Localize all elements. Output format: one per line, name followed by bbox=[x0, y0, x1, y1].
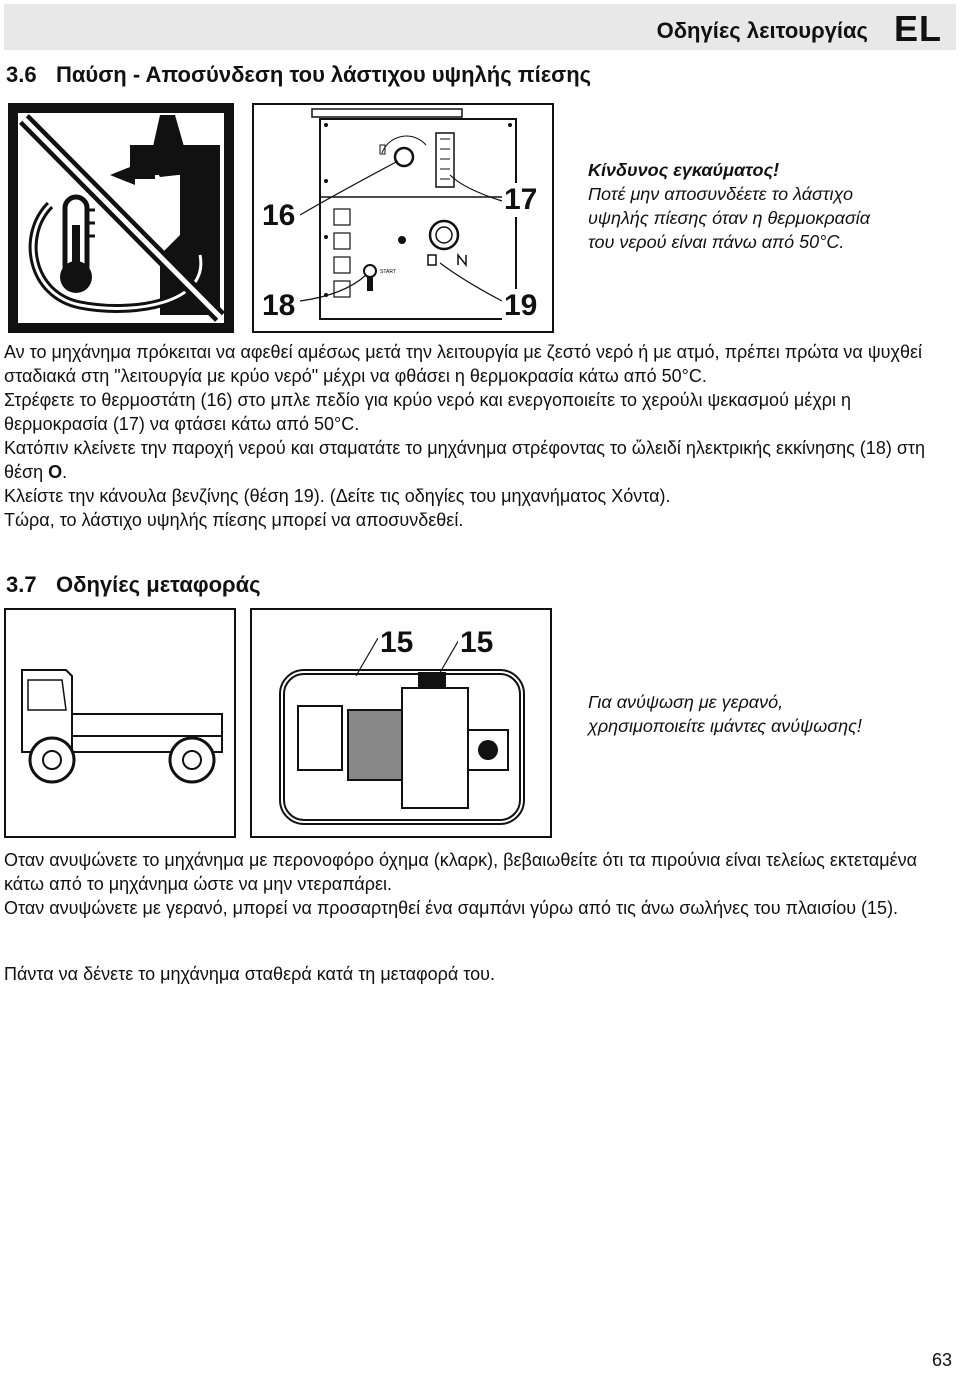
header-title: Οδηγίες λειτουργίας bbox=[656, 18, 868, 43]
burn-warning-note bbox=[588, 158, 948, 254]
section-title: Οδηγίες μεταφοράς bbox=[56, 572, 261, 597]
paragraph: Στρέφετε το θερμοστάτη (16) στο μπλε πεδίο για κρύο νερό και ενεργοποιείτε το χερούλι ψεκασμού μέχρι η θερμοκρασία (17) να φτάσει κάτω από 50°C. bbox=[4, 390, 852, 434]
truck-icon bbox=[6, 610, 234, 836]
burn-warning-icon bbox=[10, 105, 232, 331]
warning-title: Κίνδυνος εγκαύματος! bbox=[588, 160, 780, 180]
section-heading-3-7 bbox=[6, 572, 261, 598]
start-label: START bbox=[380, 269, 396, 275]
section-3-7-final-note bbox=[4, 962, 956, 986]
section-title: Παύση - Αποσύνδεση του λάστιχου υψηλής πίεσης bbox=[56, 62, 592, 87]
language-code: EL bbox=[893, 8, 942, 49]
callout-15: 15 bbox=[380, 626, 414, 659]
paragraph-text: Κατόπιν κλείνετε την παροχή νερού και σταματάτε το μηχάνημα στρέφοντας το ὤλειδί ηλεκτρικής εκκίνησης (18) στη θέση bbox=[4, 438, 926, 482]
page-number: 63 bbox=[931, 1350, 952, 1370]
section-3-6-body bbox=[4, 340, 956, 532]
callout-17: 17 bbox=[504, 183, 538, 216]
hot-water-warning-illustration bbox=[8, 103, 234, 333]
section-number: 3.6 bbox=[6, 62, 37, 87]
section-heading-3-6 bbox=[6, 62, 591, 88]
paragraph: Κλείστε την κάνουλα βενζίνης (θέση 19). (Δείτε τις οδηγίες του μηχανήματος Χόντα). bbox=[4, 486, 671, 506]
machine-lifting-illustration bbox=[250, 608, 552, 838]
warning-line: Ποτέ μην αποσυνδέετε το λάστιχο bbox=[588, 184, 854, 204]
warning-line: του νερού είναι πάνω από 50°C. bbox=[588, 232, 845, 252]
lifting-note bbox=[588, 690, 948, 738]
truck-illustration bbox=[4, 608, 236, 838]
page-header bbox=[0, 0, 960, 56]
warning-line: υψηλής πίεσης όταν η θερμοκρασία bbox=[588, 208, 871, 228]
paragraph: Οταν ανυψώνετε με γερανό, μπορεί να προσαρτηθεί ένα σαμπάνι γύρω από τις άνω σωλήνες του πλαισίου (15). bbox=[4, 898, 899, 918]
paragraph: Τώρα, το λάστιχο υψηλής πίεσης μπορεί να αποσυνδεθεί. bbox=[4, 510, 464, 530]
callout-16: 16 bbox=[262, 199, 296, 232]
section-number: 3.7 bbox=[6, 572, 37, 597]
callout-18: 18 bbox=[262, 289, 296, 322]
note-line: χρησιμοποιείτε ιμάντες ανύψωσης! bbox=[588, 716, 862, 736]
paragraph: Οταν ανυψώνετε το μηχάνημα με περονοφόρο όχημα (κλαρκ), βεβαιωθείτε ότι τα πιρούνια είναι τελείως εκτεταμένα κάτω από το μηχάνημα ώστε να μην ντεραπάρει. bbox=[4, 850, 918, 894]
paragraph: Αν το μηχάνημα πρόκειται να αφεθεί αμέσως μετά την λειτουργία με ζεστό νερό ή με ατμό, πρέπει πρώτα να ψυχθεί σταδιακά στη "λειτουργία με κρύο νερό" μέχρι να φθάσει η θερμοκρασία κάτω από 50°C. bbox=[4, 342, 922, 386]
switch-position: O bbox=[48, 462, 63, 482]
paragraph: Κατόπιν κλείνετε την παροχή νερού και σταματάτε το μηχάνημα στρέφοντας το ὤλειδί ηλεκτρικής εκκίνησης (18) στη θέση O. bbox=[4, 438, 926, 482]
note-line: Για ανύψωση με γερανό, bbox=[588, 692, 784, 712]
control-panel-illustration bbox=[252, 103, 554, 333]
paragraph: Πάντα να δένετε το μηχάνημα σταθερά κατά τη μεταφορά του. bbox=[4, 964, 496, 984]
section-3-7-body bbox=[4, 848, 956, 920]
callout-19: 19 bbox=[504, 289, 538, 322]
callout-15: 15 bbox=[460, 626, 494, 659]
